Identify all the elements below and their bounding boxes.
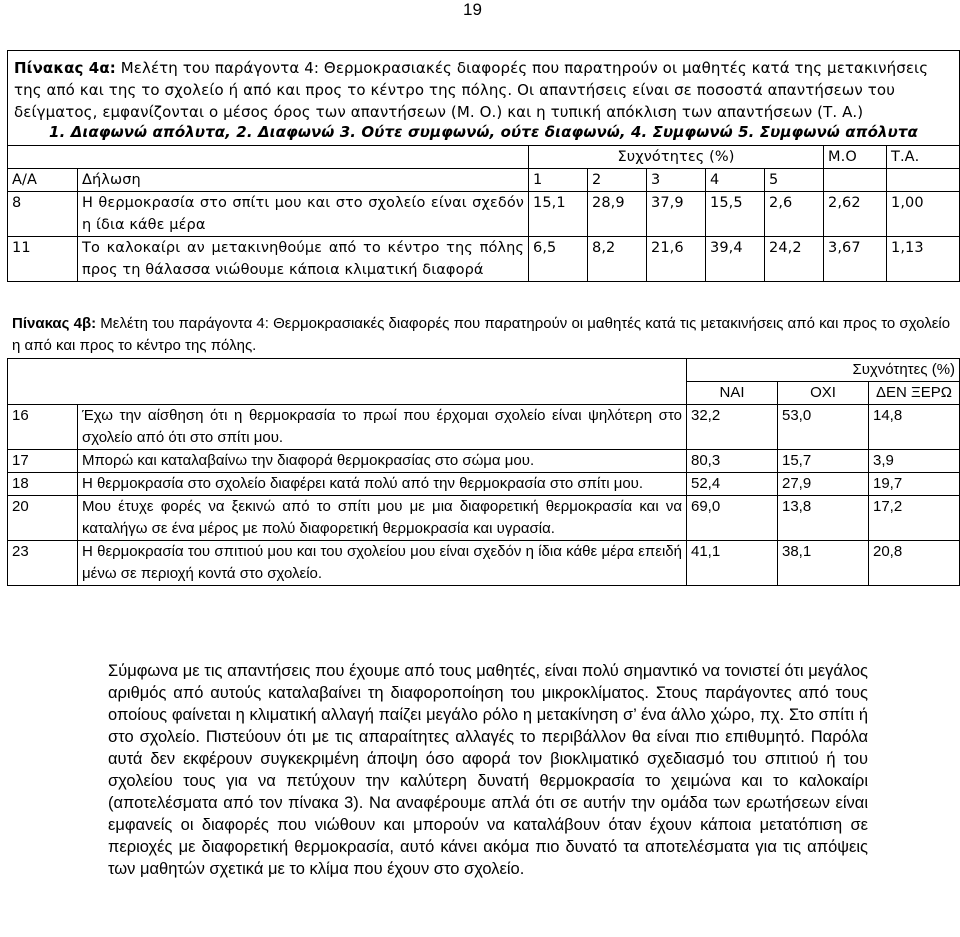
no-cell: 27,9 (778, 473, 869, 496)
table-4b-caption-text: Μελέτη του παράγοντα 4: Θερμοκρασιακές διαφορές που παρατηρούν οι μαθητές κατά τις μετακινήσεις από και προς το σχολείο η από και προς το κέντρο της πόλης. (12, 315, 951, 354)
table-4a-legend: 1. Διαφωνώ απόλυτα, 2. Διαφωνώ 3. Ούτε συμφωνώ, ούτε διαφωνώ, 4. Συμφωνώ 5. Συμφωνώ απόλυτα (49, 123, 918, 141)
scale-4: 4 (706, 169, 765, 192)
table-4b-col-dk: ΔΕΝ ΞΕΡΩ (869, 382, 960, 405)
value-cell: 28,9 (588, 192, 647, 237)
row-num: 16 (8, 405, 78, 450)
yes-cell: 41,1 (687, 541, 778, 586)
row-statement: Η θερμοκρασία στο σπίτι μου και στο σχολείο είναι σχεδόν η ίδια κάθε μέρα (78, 192, 529, 237)
value-cell: 24,2 (765, 237, 824, 282)
table-4a-col-num: Α/Α (8, 169, 78, 192)
table-row (8, 496, 960, 541)
value-cell: 39,4 (706, 237, 765, 282)
no-cell: 53,0 (778, 405, 869, 450)
table-4a-caption-text: Μελέτη του παράγοντα 4: Θερμοκρασιακές διαφορές που παρατηρούν οι μαθητές κατά της μετακινήσεις της από και της το σχολείο ή από και προς το κέντρο της πόλης. Οι απαντήσεις είναι σε ποσοστά απαντήσεων του δείγματος, εμφανίζονται ο μέσος όρος των απαντήσεων (Μ. Ο.) και η τυπική απόκλιση των απαντήσεων (Τ. Α.) (14, 59, 929, 121)
table-row (8, 450, 960, 473)
row-statement: Το καλοκαίρι αν μετακινηθούμε από το κέντρο της πόλης προς τη θάλασσα νιώθουμε κάποια κλιματική διαφορά (78, 237, 529, 282)
row-num: 17 (8, 450, 78, 473)
page-number: 19 (463, 0, 482, 19)
scale-2: 2 (588, 169, 647, 192)
table-4b-freq-header: Συχνότητες (%) (687, 359, 960, 382)
value-cell: 21,6 (647, 237, 706, 282)
table-row (8, 237, 960, 282)
mean-cell: 2,62 (824, 192, 887, 237)
dk-cell: 3,9 (869, 450, 960, 473)
table-4a-caption (8, 51, 960, 146)
yes-cell: 69,0 (687, 496, 778, 541)
table-4b-col-no: ΟΧΙ (778, 382, 869, 405)
row-num: 11 (8, 237, 78, 282)
row-statement: Έχω την αίσθηση ότι η θερμοκρασία το πρωί που έρχομαι σχολείο είναι ψηλότερη στο σχολείο από ότι στο σπίτι μου. (78, 405, 687, 450)
scale-5: 5 (765, 169, 824, 192)
sd-cell: 1,13 (887, 237, 960, 282)
value-cell: 37,9 (647, 192, 706, 237)
row-statement: Η θερμοκρασία του σπιτιού μου και του σχολείου μου είναι σχεδόν η ίδια κάθε μέρα επειδή μένω σε περιοχή κοντά στο σχολείο. (78, 541, 687, 586)
row-statement: Μου έτυχε φορές να ξεκινώ από το σπίτι μου με μια διαφορετική θερμοκρασία και να καταλήγω σε ένα μέρος με πολύ διαφορετική θερμοκρασία και υγρασία. (78, 496, 687, 541)
dk-cell: 17,2 (869, 496, 960, 541)
body-paragraph: Σύμφωνα με τις απαντήσεις που έχουμε από τους μαθητές, είναι πολύ σημαντικό να τονιστεί ότι μεγάλος αριθμός από αυτούς καταλαβαίνει τη διαφοροποίηση του μικροκλίματος. Στους παράγοντες από τους οποίους φαίνεται η κλιματική αλλαγή παίζει μεγάλο ρόλο η μετακίνηση σ’ ένα άλλο χώρο, πχ. Στο σπίτι ή στο σχολείο. Πιστεύουν ότι με τις απαραίτητες αλλαγές το περιβάλλον θα είναι πιο επιθυμητό. Παρόλα αυτά δεν εκφέρουν συγκεκριμένη άποψη όσο αφορά τον βιοκλιματικό σχεδιασμό του σπιτιού ή του σχολείου τους για να πετύχουν την καλύτερη δυνατή θερμοκρασία το χειμώνα και το καλοκαίρι (αποτελέσματα από τον πίνακα 3). Να αναφέρουμε απλά ότι σε αυτήν την ομάδα των ερωτήσεων είναι εμφανείς οι διαφορές που νιώθουν και μπορούν να καταλάβουν όταν έχουν κάποια μετατόπιση σε περιοχές με διαφορετική θερμοκρασία, αυτό κάνει ακόμα πιο δυνατό τα αποτελέσματα για τις απόψεις των μαθητών σχετικά με το κλίμα που έχουν στο σχολείο. (108, 662, 868, 878)
no-cell: 13,8 (778, 496, 869, 541)
value-cell: 2,6 (765, 192, 824, 237)
table-4a (7, 50, 960, 282)
yes-cell: 52,4 (687, 473, 778, 496)
table-4b-col-yes: ΝΑΙ (687, 382, 778, 405)
value-cell: 6,5 (529, 237, 588, 282)
scale-1: 1 (529, 169, 588, 192)
dk-cell: 20,8 (869, 541, 960, 586)
scale-3: 3 (647, 169, 706, 192)
row-num: 18 (8, 473, 78, 496)
dk-cell: 14,8 (869, 405, 960, 450)
table-4a-freq-header: Συχνότητες (%) (529, 146, 824, 169)
table-4b (7, 358, 960, 586)
row-num: 8 (8, 192, 78, 237)
table-4a-mean-header: Μ.Ο (824, 146, 887, 169)
table-4a-caption-label: Πίνακας 4α: (14, 59, 116, 77)
table-4a-col-statement: Δήλωση (78, 169, 529, 192)
table-row (8, 405, 960, 450)
row-statement: Μπορώ και καταλαβαίνω την διαφορά θερμοκρασίας στο σώμα μου. (78, 450, 687, 473)
table-4b-caption-label: Πίνακας 4β: (12, 315, 97, 332)
row-num: 23 (8, 541, 78, 586)
value-cell: 8,2 (588, 237, 647, 282)
table-row (8, 192, 960, 237)
table-4a-sd-header: Τ.Α. (887, 146, 960, 169)
dk-cell: 19,7 (869, 473, 960, 496)
row-num: 20 (8, 496, 78, 541)
no-cell: 38,1 (778, 541, 869, 586)
yes-cell: 32,2 (687, 405, 778, 450)
table-4b-caption (12, 313, 952, 357)
table-row (8, 473, 960, 496)
yes-cell: 80,3 (687, 450, 778, 473)
value-cell: 15,1 (529, 192, 588, 237)
table-row (8, 541, 960, 586)
no-cell: 15,7 (778, 450, 869, 473)
mean-cell: 3,67 (824, 237, 887, 282)
sd-cell: 1,00 (887, 192, 960, 237)
row-statement: Η θερμοκρασία στο σχολείο διαφέρει κατά πολύ από την θερμοκρασία στο σπίτι μου. (78, 473, 687, 496)
value-cell: 15,5 (706, 192, 765, 237)
